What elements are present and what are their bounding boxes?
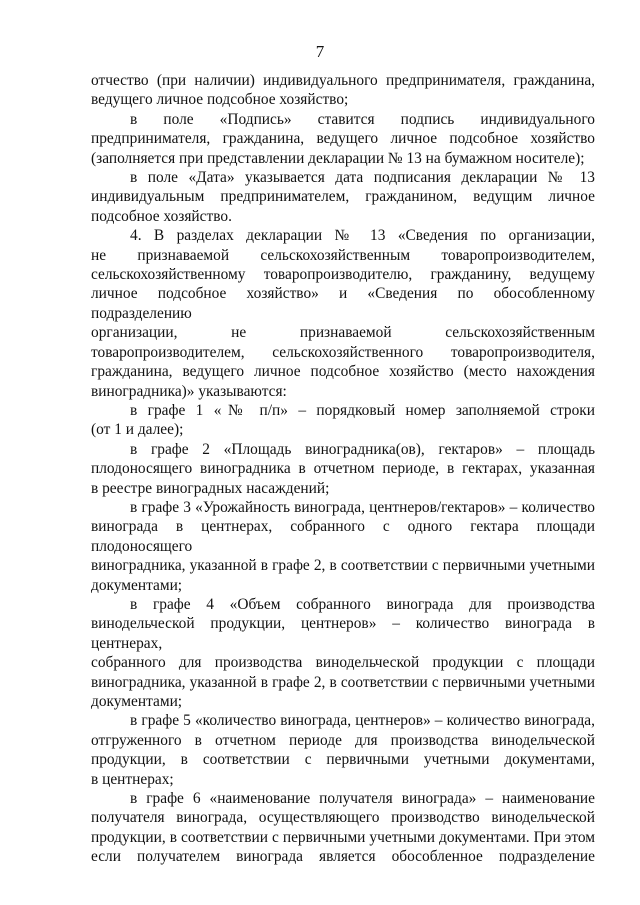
text-line: в графе 1 «№ п/п» – порядковый номер заполняемой строки — [130, 401, 595, 419]
text-line: отгруженного в отчетном периоде для производства винодельческой — [91, 731, 595, 749]
text-line: виноградника)» указываются: — [91, 382, 287, 400]
text-line: документами; — [91, 693, 183, 710]
text-line: продукции, в соответствии с первичными учетными документами, — [91, 751, 595, 769]
text-line: в поле «Дата» указывается дата подписания декларации № 13 — [130, 169, 595, 187]
text-line: товаропроизводителем, сельскохозяйственного товаропроизводителя, — [91, 343, 595, 361]
text-line: винограда в центнерах, собранного с одного гектара площади плодоносящего — [91, 518, 595, 555]
text-line: в центнерах; — [91, 770, 174, 788]
text-line: организации, не признаваемой сельскохозяйственным — [91, 324, 595, 342]
text-line: винодельческой продукции, центнеров» – количество винограда в центнерах, — [91, 615, 595, 652]
text-line: (заполняется при представлении декларации № 13 на бумажном носителе); — [91, 149, 585, 167]
text-line: в графе 4 «Объем собранного винограда для производства — [130, 595, 595, 613]
text-line: сельскохозяйственному товаропроизводителю, гражданину, ведущему — [91, 266, 595, 284]
text-line: личное подсобное хозяйство» и «Сведения по обособленному подразделению — [91, 285, 595, 322]
text-line: подсобное хозяйство. — [91, 207, 232, 225]
text-line: в графе 2 «Площадь виноградника(ов), гектаров» – площадь — [130, 440, 595, 458]
text-line: собранного для производства винодельческой продукции с площади — [91, 654, 595, 672]
text-line: (от 1 и далее); — [91, 421, 184, 439]
text-line: продукции, в соответствии с первичными учетными документами. При этом — [91, 828, 595, 846]
text-line: виноградника, указанной в графе 2, в соответствии с первичными учетными — [91, 673, 595, 691]
text-line: документами; — [91, 576, 183, 594]
page-number: 7 — [315, 42, 325, 61]
text-line: предпринимателя, гражданина, ведущего личное подсобное хозяйство — [91, 130, 595, 148]
text-line: не признаваемой сельскохозяйственным товаропроизводителем, — [91, 246, 595, 264]
text-line: в поле «Подпись» ставится подпись индивидуального — [130, 110, 595, 128]
text-line: получателя винограда, осуществляющего производство винодельческой — [91, 809, 595, 827]
text-line: если получателем винограда является обособленное подразделение — [91, 848, 595, 866]
text-line: гражданина, ведущего личное подсобное хозяйство (место нахождения — [91, 363, 595, 381]
text-line: в графе 5 «количество винограда, центнеров» – количество винограда, — [130, 712, 595, 730]
text-line: плодоносящего виноградника в отчетном периоде, в гектарах, указанная — [91, 460, 595, 478]
text-line: виноградника, указанной в графе 2, в соответствии с первичными учетными — [91, 557, 595, 575]
text-line: индивидуальным предпринимателем, гражданином, ведущим личное — [91, 188, 595, 206]
text-line: ведущего личное подсобное хозяйство; — [91, 91, 349, 109]
text-line: отчество (при наличии) индивидуального предпринимателя, гражданина, — [91, 72, 595, 89]
text-line: в графе 3 «Урожайность винограда, центнеров/гектаров» – количество — [130, 498, 595, 516]
text-line: 4. В разделах декларации № 13 «Сведения по организации, — [130, 227, 595, 245]
document-body — [91, 71, 595, 867]
text-line: в графе 6 «наименование получателя винограда» – наименование — [130, 790, 595, 808]
text-line: в реестре виноградных насаждений; — [91, 479, 330, 497]
